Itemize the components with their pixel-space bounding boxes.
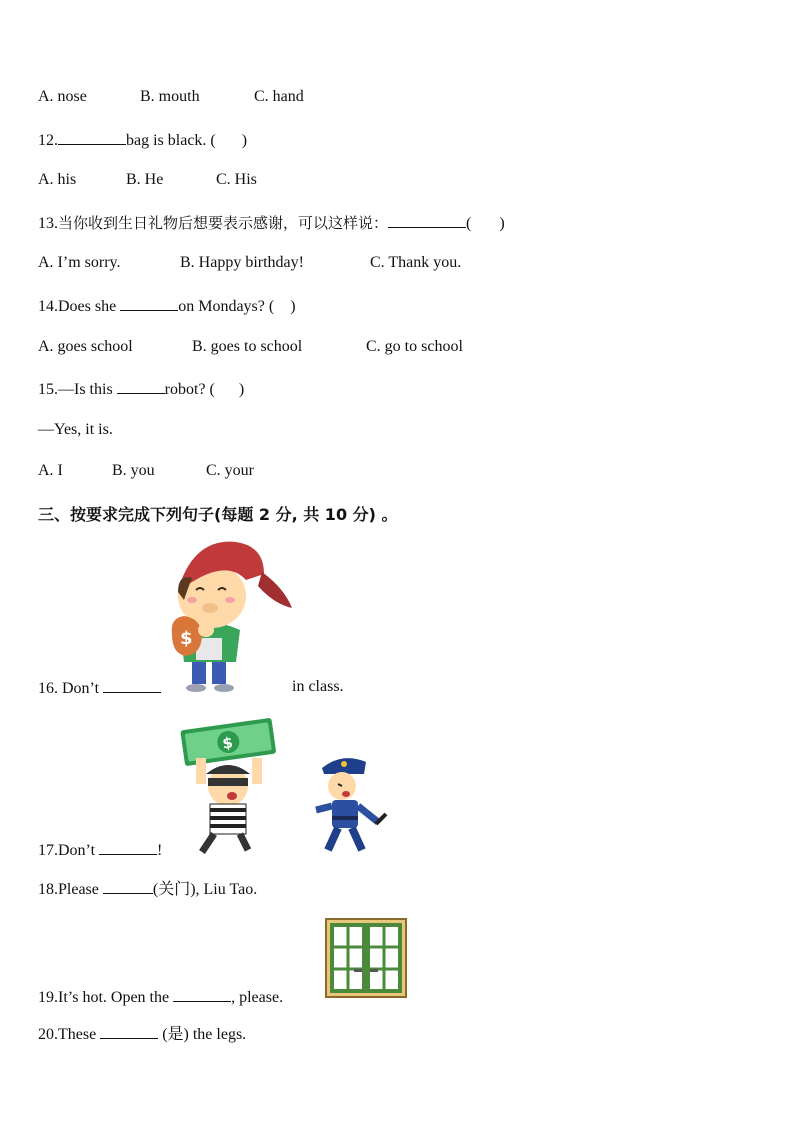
q15-option-b: B. you: [112, 462, 155, 479]
q18-text: 18.Please: [38, 881, 99, 898]
q14-option-c: C. go to school: [366, 338, 463, 355]
question-14: [38, 295, 296, 317]
q14-text-after: on Mondays? (: [178, 298, 275, 315]
q12-number: 12.: [38, 132, 58, 149]
q15-text: 15.—Is this: [38, 381, 113, 398]
q15-answer: —Yes, it is.: [38, 421, 113, 438]
boy-eating-picture: [166, 534, 294, 694]
q16-blank[interactable]: [103, 677, 161, 693]
q13-blank[interactable]: [388, 212, 466, 228]
q13-option-b: B. Happy birthday!: [180, 254, 304, 271]
q11-option-b: B. mouth: [140, 88, 200, 105]
question-13: [38, 212, 505, 234]
q12-option-c: C. His: [216, 171, 257, 188]
q13-open-paren: (: [466, 215, 472, 232]
q19-text: 19.It’s hot. Open the: [38, 989, 170, 1006]
q16-text: 16. Don’t: [38, 680, 100, 697]
q20-blank[interactable]: [100, 1023, 158, 1039]
q20-text-after: (是) the legs.: [162, 1026, 247, 1043]
police-officer-picture: [312, 752, 392, 856]
q15-text-after: robot? (: [164, 381, 215, 398]
q11-option-c: C. hand: [254, 88, 304, 105]
q13-text: 当你收到生日礼物后想要表示感谢，可以这样说：: [58, 214, 389, 232]
q19-text-after: , please.: [231, 989, 284, 1006]
window-picture: [324, 917, 408, 999]
svg-text:$: $: [221, 733, 235, 753]
q13-option-a: A. I’m sorry.: [38, 254, 121, 271]
q19-blank[interactable]: [173, 986, 231, 1002]
q14-option-b: B. goes to school: [192, 338, 303, 355]
q15-option-a: A. I: [38, 462, 63, 479]
question-12: [38, 129, 247, 151]
q20-text: 20.These: [38, 1026, 97, 1043]
q17-blank[interactable]: [99, 839, 157, 855]
q13-close-paren: ): [499, 215, 505, 232]
q13-number: 13.: [38, 215, 58, 232]
q15-blank[interactable]: [117, 378, 165, 394]
q12-blank[interactable]: [58, 129, 126, 145]
section-3-title: 三、按要求完成下列句子(每题 2 分, 共 10 分) 。: [38, 505, 398, 524]
question-15: [38, 378, 244, 400]
q17-text: 17.Don’t: [38, 842, 96, 859]
thief-picture: [176, 716, 280, 856]
question-20: [38, 1023, 246, 1045]
question-18: [38, 878, 257, 900]
svg-text:$: $: [180, 628, 193, 649]
q12-option-a: A. his: [38, 171, 77, 188]
question-17: [38, 839, 162, 861]
q11-option-a: A. nose: [38, 88, 87, 105]
q14-option-a: A. goes school: [38, 338, 133, 355]
q14-blank[interactable]: [120, 295, 178, 311]
q15-option-c: C. your: [206, 462, 254, 479]
q12-option-b: B. He: [126, 171, 164, 188]
q14-close-paren: ): [290, 298, 296, 315]
q12-close-paren: ): [241, 132, 248, 149]
question-16: [38, 677, 161, 699]
question-19: [38, 986, 283, 1008]
q15-close-paren: ): [238, 381, 245, 398]
q18-text-after: (关门), Liu Tao.: [152, 881, 258, 898]
q18-blank[interactable]: [103, 878, 153, 894]
q14-text: 14.Does she: [38, 298, 117, 315]
q16-text-after: in class.: [292, 678, 344, 695]
q13-option-c: C. Thank you.: [370, 254, 462, 271]
q17-text-after: !: [157, 842, 163, 859]
q12-text: bag is black. (: [126, 132, 216, 149]
